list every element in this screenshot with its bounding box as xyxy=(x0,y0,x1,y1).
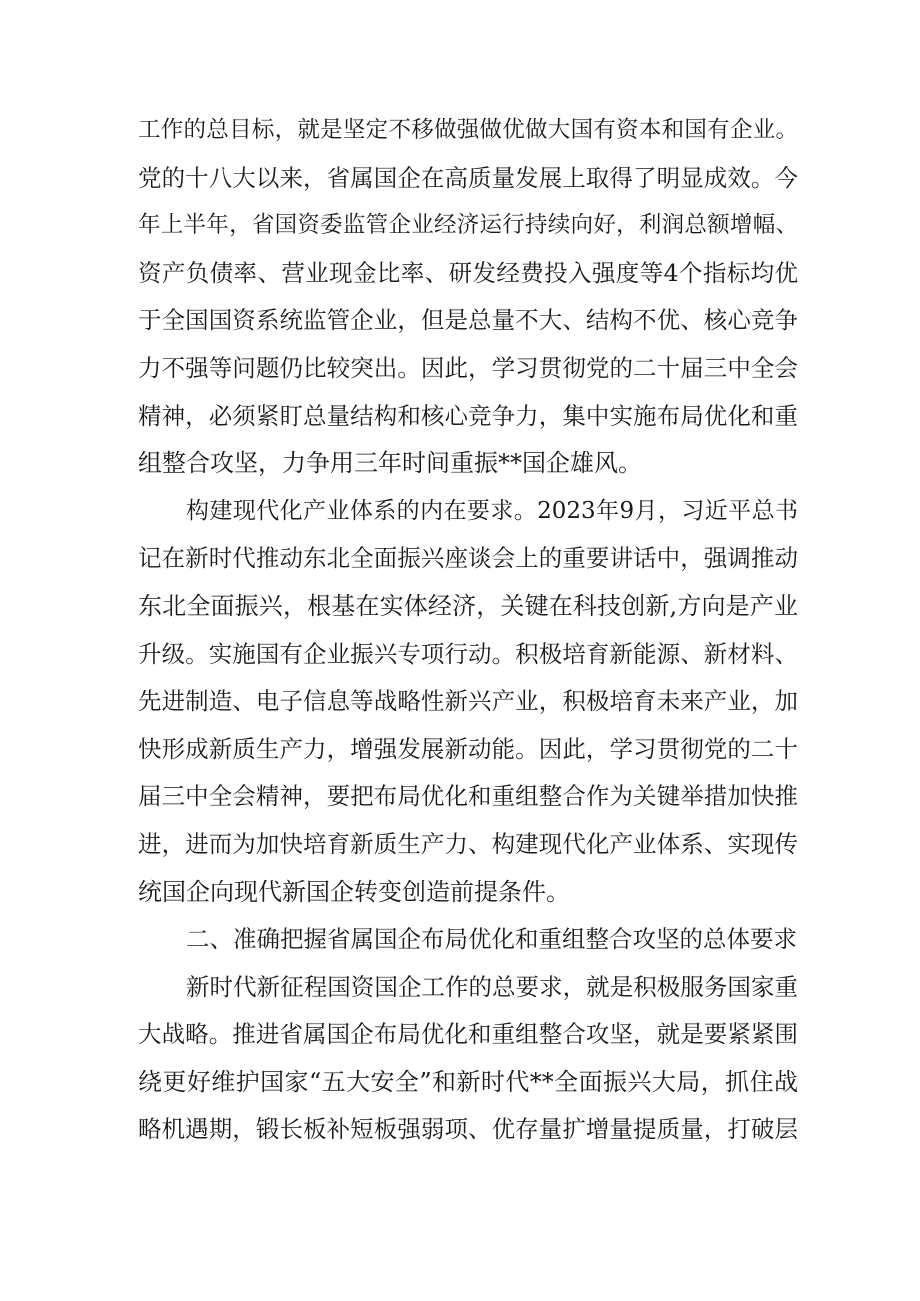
text-line: 进，进而为加快培育新质生产力、构建现代化产业体系、实现传 xyxy=(138,829,798,858)
text-line: 届三中全会精神，要把布局优化和重组整合作为关键举措加快推 xyxy=(138,782,798,811)
text-line: 党的十八大以来，省属国企在高质量发展上取得了明显成效。今 xyxy=(138,163,798,192)
text-line: 组整合攻坚，力争用三年时间重振**国企雄风。 xyxy=(138,449,642,478)
text-line: 绕更好维护国家“五大安全”和新时代**全面振兴大局，抓住战 xyxy=(138,1067,798,1096)
text-line: 工作的总目标，就是坚定不移做强做优做大国有资本和国有企业。 xyxy=(138,117,798,143)
paragraph-4 xyxy=(138,964,798,1154)
text-line: 东北全面振兴，根基在实体经济，关键在科技创新,方向是产业 xyxy=(138,591,798,620)
text-line: 新时代新征程国资国企工作的总要求，就是积极服务国家重 xyxy=(186,972,798,1001)
text-line: 构建现代化产业体系的内在要求。2023年9月，习近平总书 xyxy=(186,497,798,524)
text-line: 记在新时代推动东北全面振兴座谈会上的重要讲话中，强调推动 xyxy=(138,544,798,573)
text-line: 资产负债率、营业现金比率、研发经费投入强度等4个指标均优 xyxy=(138,258,798,287)
text-line: 先进制造、电子信息等战略性新兴产业，积极培育未来产业，加 xyxy=(138,687,798,716)
text-line: 统国企向现代新国企转变创造前提条件。 xyxy=(138,877,570,906)
text-line: 快形成新质生产力，增强发展新动能。因此，学习贯彻党的二十 xyxy=(138,734,798,763)
text-line: 略机遇期，锻长板补短板强弱项、优存量扩增量提质量，打破层 xyxy=(138,1115,798,1144)
paragraph-1 xyxy=(138,107,798,488)
text-line: 大战略。推进省属国企布局优化和重组整合攻坚，就是要紧紧围 xyxy=(138,1020,798,1049)
document-body xyxy=(138,107,798,1154)
heading-line: 二、准确把握省属国企布局优化和重组整合攻坚的总体要求 xyxy=(186,925,797,954)
text-line: 年上半年，省国资委监管企业经济运行持续向好，利润总额增幅、 xyxy=(138,212,798,239)
paragraph-2 xyxy=(138,488,798,916)
text-line: 于全国国资系统监管企业，但是总量不大、结构不优、核心竞争 xyxy=(138,306,798,335)
section-heading xyxy=(138,916,798,964)
text-line: 精神，必须紧盯总量结构和核心竞争力，集中实施布局优化和重 xyxy=(138,401,798,430)
text-line: 力不强等问题仍比较突出。因此，学习贯彻党的二十届三中全会 xyxy=(138,353,798,382)
text-line: 升级。实施国有企业振兴专项行动。积极培育新能源、新材料、 xyxy=(138,639,798,668)
